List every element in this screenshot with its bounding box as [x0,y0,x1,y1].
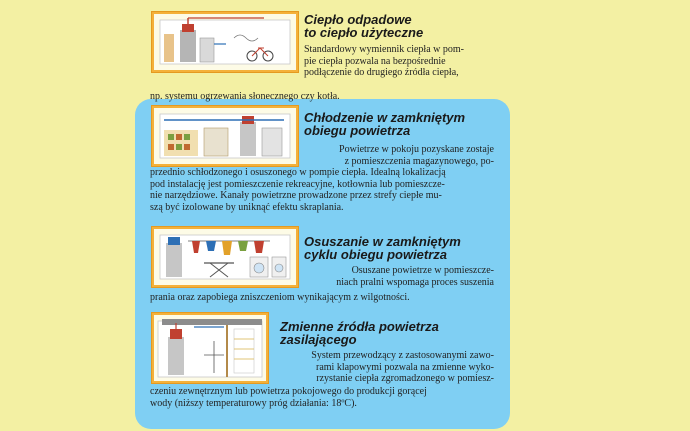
section-text-continued: prania oraz zapobiega zniszczeniom wynikającym z wilgotności. [150,292,410,303]
section-title: Chłodzenie w zamkniętym obiegu powietrza [304,110,466,138]
section-text-continued: przednio schłodzonego i osuszonego w pompie ciepła. Idealną lokalizacją pod instalację jest pomieszczenie rekreacyjne, kotłownia lub pomieszcze- nie narzędziowe. Kanały powietrzne prowadzone przez strefy ciepłe mu- szą być izolowane by uniknąć efektu skraplania. [150,167,446,213]
closed-loop-cooling-illustration [152,106,298,166]
section-title: Zmienne źródła powietrza zasilającego [280,319,439,347]
section-text-continued: np. systemu ogrzewania słonecznego czy kotła. [150,91,340,102]
waste-heat-illustration [152,12,298,72]
section-text: Standardowy wymiennik ciepła w pom- pie ciepła pozwala na bezpośrednie podłączenie do drugiego źródła ciepła, [304,44,464,79]
section-text-continued: czeniu zewnętrznym lub powietrza pokojowego do produkcji gorącej wody (niższy temperaturowy próg działania: 18ºC). [150,386,427,409]
section-text: System przewodzący z zastosowanymi zawo- rami klapowymi pozwala na zmienne wyko- rzystanie ciepła zgromadzonego w pomiesz- [311,350,494,385]
section-title: Ciepło odpadowe to ciepło użyteczne [304,12,424,40]
laundry-drying-illustration [152,227,298,287]
section-title: Osuszanie w zamkniętym cyklu obiegu powietrza [304,234,461,262]
section-text: Osuszane powietrze w pomieszcze- niach pralni wspomaga proces suszenia [336,265,494,288]
section-text: Powietrze w pokoju pozyskane zostaje z pomieszczenia magazynowego, po- [339,144,494,167]
variable-air-source-illustration [152,313,268,383]
